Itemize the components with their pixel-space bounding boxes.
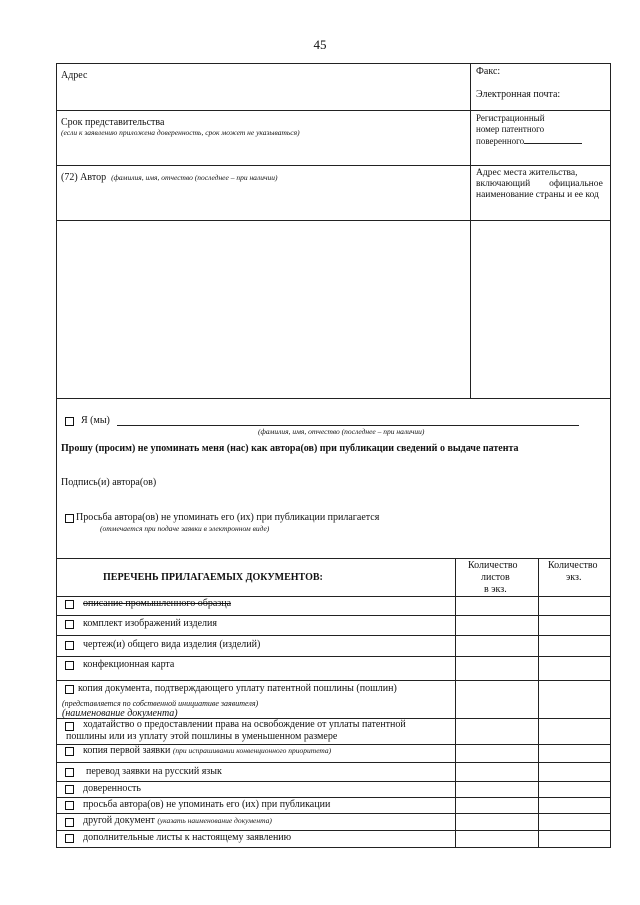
attached-label: Просьба автора(ов) не упоминать его (их) при публикации прилагается [76,512,380,523]
name-line[interactable] [117,425,579,426]
residence-label-1: Адрес места жительства, [476,168,578,178]
doc-item-other: другой документ (указать наименование документа) [83,815,272,826]
i-we-checkbox[interactable] [65,417,74,426]
col-sheets-3: в экз. [484,584,507,595]
attached-note: (отмечается при подаче заявки в электронном виде) [100,524,270,533]
doc-checkbox-images[interactable] [65,620,74,629]
i-we-label: Я (мы) [81,415,110,426]
col-sheets-1: Количество [468,560,518,571]
col-copies-1: Количество [548,560,598,571]
doc-checkbox-power[interactable] [65,785,74,794]
doc-checkbox-first-app[interactable] [65,747,74,756]
doc-item-first-app: копия первой заявки (при испрашивании конвенционного приоритета) [83,745,332,756]
doc-checkbox-payment[interactable] [65,685,74,694]
author-note: (фамилия, имя, отчество (последнее – при наличии) [111,173,278,182]
doc-item-translation: перевод заявки на русский язык [86,766,222,777]
doc-checkbox-petition[interactable] [65,722,74,731]
doc-checkbox-description[interactable] [65,600,74,609]
doc-item-card: конфекционная карта [83,659,175,670]
doc-checkbox-author-request[interactable] [65,801,74,810]
doc-item-author-request: просьба автора(ов) не упоминать его (их) при публикации [83,799,331,810]
author-label: (72) Автор (фамилия, имя, отчество (последнее – при наличии) [61,172,278,183]
email-label: Электронная почта: [476,89,561,100]
doc-item-description: описание промышленного образца [83,598,232,609]
doc-item-payment-note2: (наименование документа) [62,708,178,719]
reg-label-2: номер патентного [476,124,545,134]
reg-label-1: Регистрационный [476,113,545,123]
residence-label-3: наименование страны и ее код [476,190,599,200]
doc-checkbox-other[interactable] [65,818,74,827]
doc-item-drawings: чертеж(и) общего вида изделия (изделий) [83,639,261,650]
fax-label: Факс: [476,66,501,77]
doc-item-petition: ходатайство о предоставлении права на освобождение от уплаты патентной [83,719,406,730]
col-copies-2: экз. [566,572,582,583]
col-sheets-2: листов [481,572,510,583]
attached-checkbox[interactable] [65,514,74,523]
docs-title: ПЕРЕЧЕНЬ ПРИЛАГАЕМЫХ ДОКУМЕНТОВ: [103,572,323,583]
signature-label: Подпись(и) автора(ов) [61,477,157,488]
doc-checkbox-card[interactable] [65,661,74,670]
name-note: (фамилия, имя, отчество (последнее – при наличии) [258,427,425,436]
doc-item-payment-note: (представляется по собственной инициативе заявителя) [62,699,259,708]
doc-checkbox-translation[interactable] [65,768,74,777]
page-number: 45 [313,37,327,52]
doc-item-petition-line2: пошлины или из уплату этой пошлины в уменьшенном размере [66,731,338,742]
term-note: (если к заявлению приложена доверенность, срок может не указываться) [61,128,300,137]
doc-checkbox-drawings[interactable] [65,641,74,650]
term-label: Срок представительства [61,117,165,128]
doc-item-power: доверенность [83,783,141,794]
doc-item-images: комплект изображений изделия [83,618,217,629]
reg-label-3: поверенного [476,134,582,147]
residence-label-2: включающий официальное [476,179,603,189]
request-text: Прошу (просим) не упоминать меня (нас) как автора(ов) при публикации сведений о выдаче патента [61,443,519,454]
doc-item-extra-sheets: дополнительные листы к настоящему заявлению [83,832,292,843]
doc-item-payment: копия документа, подтверждающего уплату патентной пошлины (пошлин) [78,683,397,694]
doc-checkbox-extra-sheets[interactable] [65,834,74,843]
address-label: Адрес [61,70,88,81]
